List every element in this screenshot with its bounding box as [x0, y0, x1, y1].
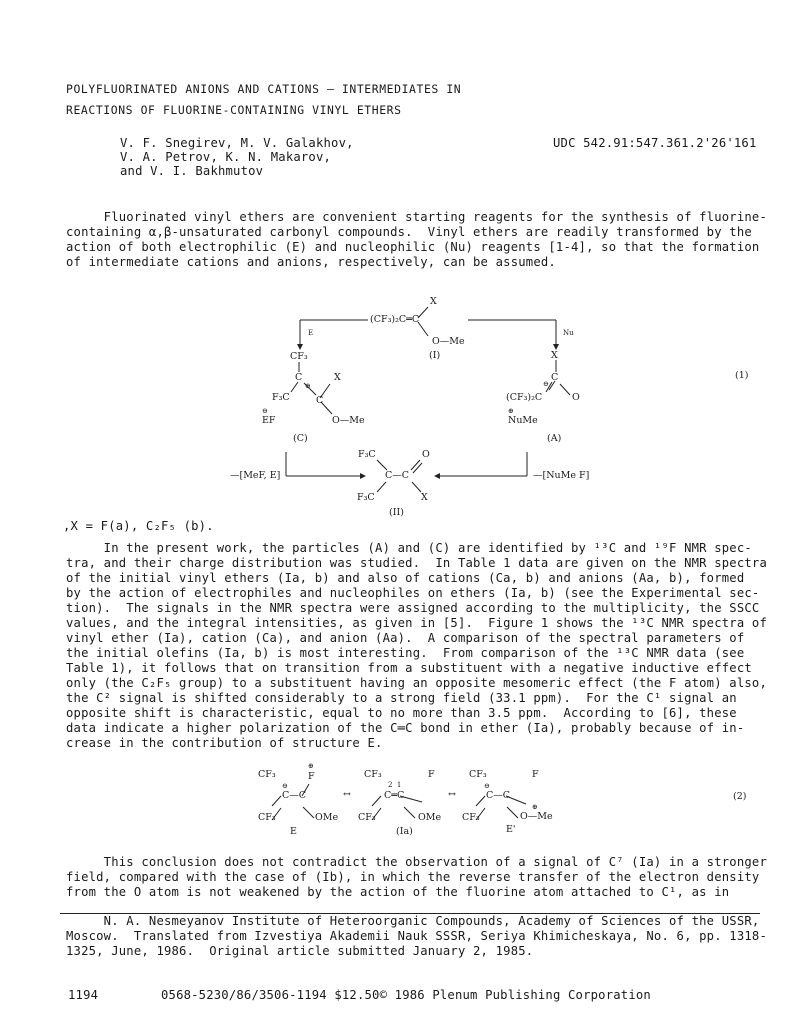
body-line: tra, and their charge distribution was studied. In Table 1 data are given on the NMR spectra: [66, 556, 767, 570]
body-line: from the O atom is not weakened by the action of the fluorine atom attached to C¹, as in: [66, 885, 730, 899]
body-line: values, and the integral intensities, as given in [5]. Figure 1 shows the ¹³C NMR spectra of: [66, 616, 767, 630]
scheme1-c-ome: O—Me: [332, 415, 365, 426]
scheme2-arrow-2: ↔: [448, 789, 456, 800]
scheme1-arrow-e: E: [308, 329, 314, 337]
udc-code: UDC 542.91:547.361.2'26'161: [553, 136, 757, 150]
scheme1-ii-f3c-bot: F₃C: [357, 492, 375, 503]
scheme2-s1-f: F: [308, 771, 315, 782]
scheme1-c-cf3: CF₃: [290, 351, 308, 362]
substituent-definition: ,X = F(a), C₂F₅ (b).: [63, 519, 214, 533]
body-line: of the initial vinyl ethers (Ia, b) and also of cations (Ca, b) and anions (Aa, b), formed: [66, 571, 745, 585]
scheme1-top-label: (I): [429, 350, 441, 361]
scheme1-top-ome: O—Me: [432, 336, 465, 347]
scheme1-ii-label: (II): [389, 507, 404, 518]
scheme1-ii-x: X: [421, 492, 428, 503]
body-line: Table 1), it follows that on transition from a substituent with a negative inductive effect: [66, 661, 752, 675]
scheme1-ii-f3c-top: F₃C: [358, 449, 376, 460]
scheme2-s2-cf3-bot: CF₃: [358, 812, 376, 823]
scheme1-c-cplus: C: [316, 395, 324, 406]
scheme2-s1-ome: OMe: [315, 812, 339, 823]
body-line: data indicate a higher polarization of the C═C bond in ether (Ia), probably because of in-: [66, 721, 745, 735]
scheme1-a-c: C: [551, 372, 559, 383]
title-line-1: POLYFLUORINATED ANIONS AND CATIONS – INTERMEDIATES IN: [66, 82, 462, 96]
authors-line-3: and V. I. Bakhmutov: [120, 164, 264, 178]
title-line-2: REACTIONS OF FLUORINE-CONTAINING VINYL ETHERS: [66, 103, 402, 117]
scheme2-s1-minus-charge: ⊖: [282, 782, 288, 790]
scheme2-s2-f: F: [428, 769, 435, 780]
abstract-line: Fluorinated vinyl ethers are convenient starting reagents for the synthesis of fluorine-: [66, 210, 767, 224]
body-line: vinyl ether (Ia), cation (Ca), and anion (Aa). A comparison of the spectral parameters of: [66, 631, 745, 645]
scheme1-c-label: (C): [293, 433, 308, 444]
scheme1-ii-o: O: [422, 449, 430, 460]
body-line: opposite shift is characteristic, equal to no more than 3.5 ppm. According to [6], these: [66, 706, 737, 720]
abstract-line: action of both electrophilic (E) and nucleophilic (Nu) reagents [1-4], so that the formation: [66, 240, 760, 254]
scheme2-s2-cf3-top: CF₃: [364, 769, 382, 780]
scheme2-s3-plus-charge: ⊕: [532, 803, 538, 811]
authors-line-2: V. A. Petrov, K. N. Makarov,: [120, 150, 332, 164]
scheme2-s1-center: C—C: [282, 790, 307, 801]
scheme1-bottom-left: —[MeF, E]: [230, 470, 281, 481]
scheme1-a-x: X: [551, 350, 558, 361]
scheme1-c-x: X: [334, 372, 341, 383]
scheme2-s3-minus-charge: ⊖: [484, 782, 490, 790]
body-line: only (the C₂F₅ group) to a substituent having an opposite mesomeric effect (the F atom) also,: [66, 676, 767, 690]
body-line: field, compared with the case of (Ib), in which the reverse transfer of the electron density: [66, 870, 760, 884]
scheme2-s2-locants: 2 1: [388, 781, 402, 789]
scheme1-a-minus-charge: ⊖: [543, 380, 549, 388]
equation-number-2: (2): [733, 791, 747, 802]
abstract-line: of intermediate cations and anions, respectively, can be assumed.: [66, 255, 556, 269]
authors-line-1: V. F. Snegirev, M. V. Galakhov,: [120, 136, 354, 150]
scheme1-c-ef: EF: [262, 415, 276, 426]
footnote-line: N. A. Nesmeyanov Institute of Heteroorganic Compounds, Academy of Sciences of the USSR,: [66, 914, 760, 928]
scheme1-a-cf32c: (CF₃)₂C: [506, 392, 543, 403]
body-line: This conclusion does not contradict the observation of a signal of C⁷ (Ia) in a stronger: [66, 855, 767, 869]
body-line: the C² signal is shifted considerably to a strong field (33.1 ppm). For the C¹ signal an: [66, 691, 737, 705]
scheme2-s1-cf3-bot: CF₃: [258, 812, 276, 823]
scheme1-bottom-right: —[NuMe F]: [533, 470, 590, 481]
body-line: crease in the contribution of structure E.: [66, 736, 383, 750]
scheme2-s2-label: (Ia): [396, 826, 413, 837]
scheme1-minus-charge: ⊖: [262, 407, 268, 415]
scheme1-ii-center: C—C: [385, 470, 410, 481]
abstract-line: containing α,β-unsaturated carbonyl compounds. Vinyl ethers are readily transformed by the: [66, 225, 752, 239]
scheme2-s3-cf3-bot: CF₃: [462, 812, 480, 823]
scheme2-s3-label: E': [506, 824, 516, 835]
copyright-line: 0568-5230/86/3506-1194 $12.50© 1986 Plenum Publishing Corporation: [161, 988, 651, 1002]
footnote-line: 1325, June, 1986. Original article submitted January 2, 1985.: [66, 944, 534, 958]
scheme2-s1-plus-charge: ⊕: [308, 762, 314, 770]
body-line: In the present work, the particles (A) and (C) are identified by ¹³C and ¹⁹F NMR spec-: [66, 541, 752, 555]
scheme2-s3-center: C—C: [486, 790, 511, 801]
footnote-line: Moscow. Translated from Izvestiya Akademii Nauk SSSR, Seriya Khimicheskaya, No. 6, pp. 1318-: [66, 929, 767, 943]
scheme1-a-label: (A): [547, 433, 562, 444]
page-number: 1194: [68, 988, 99, 1002]
equation-number-1: (1): [735, 370, 749, 381]
body-line: tion). The signals in the NMR spectra were assigned according to the multiplicity, the SSCC: [66, 601, 760, 615]
scheme2-s3-cf3-top: CF₃: [469, 769, 487, 780]
scheme1-c-c: C: [295, 372, 303, 383]
scheme1-a-numе: NuMe: [508, 415, 538, 426]
scheme1-plus-charge: ⊕: [305, 382, 311, 390]
scheme1-c-f3c: F₃C: [272, 392, 290, 403]
scheme2-s3-ome: O—Me: [520, 811, 553, 822]
scheme2-s1-label: E: [290, 826, 297, 837]
scheme1-arrow-nu: Nu: [563, 329, 574, 337]
body-line: by the action of electrophiles and nucleophiles on ethers (Ia, b) (see the Experimental sec-: [66, 586, 760, 600]
scheme2-s1-cf3-top: CF₃: [258, 769, 276, 780]
scheme1-a-o: O: [572, 392, 580, 403]
scheme2-s3-f: F: [532, 769, 539, 780]
scheme2-s2-center: C═C: [384, 790, 405, 801]
scheme1-top-center: (CF₃)₂C═C: [370, 314, 420, 325]
scheme2-s2-ome: OMe: [418, 812, 442, 823]
scheme1-top-x: X: [430, 296, 437, 307]
body-line: the initial olefins (Ia, b) is most interesting. From comparison of the ¹³C NMR data (see: [66, 646, 745, 660]
scheme1-a-plus-charge: ⊕: [508, 407, 514, 415]
scheme2-arrow-1: ↔: [343, 789, 351, 800]
